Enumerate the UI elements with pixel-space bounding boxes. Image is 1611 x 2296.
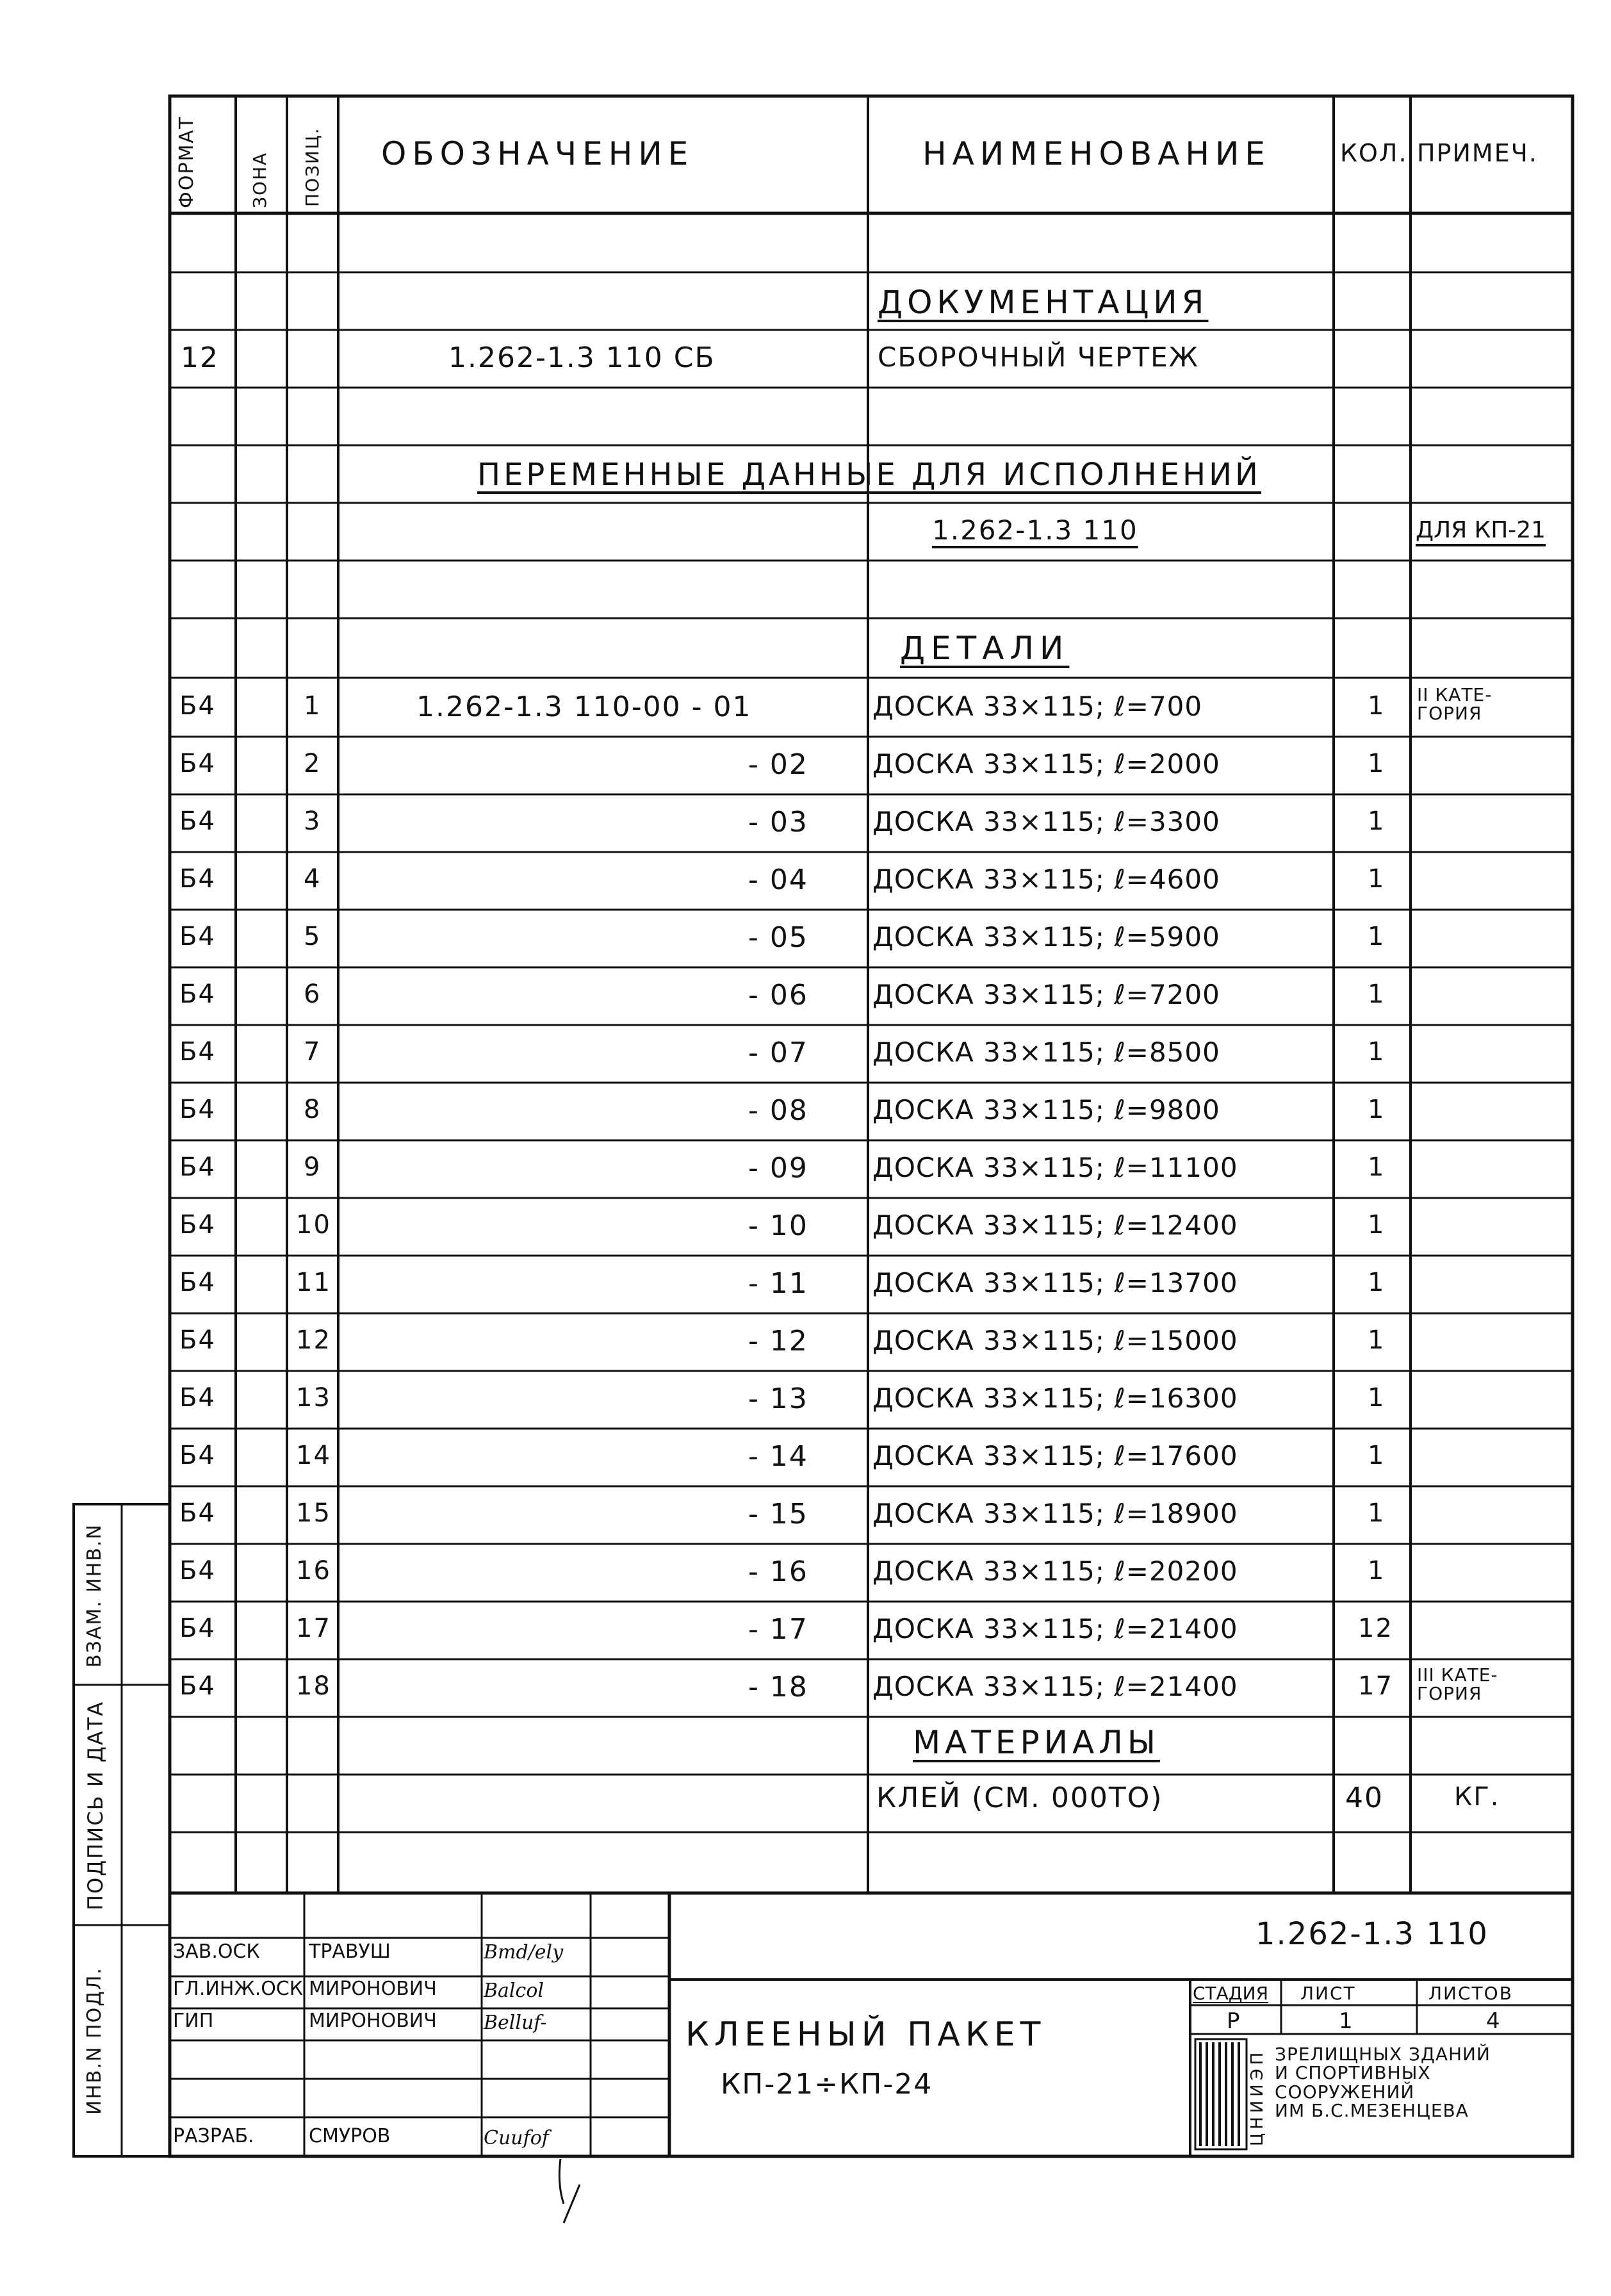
- stage-value: Р: [1227, 2008, 1241, 2034]
- detail-note: II КАТЕ- ГОРИЯ: [1417, 684, 1492, 725]
- detail-designation: - 17: [748, 1613, 808, 1646]
- materials-note: КГ.: [1454, 1782, 1500, 1812]
- detail-format: Б4: [179, 1325, 216, 1355]
- role-label: ГЛ.ИНЖ.ОСК: [173, 1978, 304, 2000]
- detail-designation: - 07: [748, 1037, 808, 1069]
- detail-note: III КАТЕ- ГОРИЯ: [1417, 1664, 1498, 1705]
- detail-format: Б4: [179, 1614, 216, 1643]
- doc-format: 12: [181, 341, 219, 374]
- header-note: ПРИМЕЧ.: [1417, 139, 1538, 167]
- detail-qty: 1: [1368, 1325, 1386, 1355]
- detail-name: ДОСКА 33×115; ℓ=2000: [872, 748, 1220, 780]
- doc-section-title: ДОКУМЕНТАЦИЯ: [878, 284, 1209, 321]
- detail-qty: 17: [1358, 1671, 1393, 1701]
- variable-section-title: ПЕРЕМЕННЫЕ ДАННЫЕ ДЛЯ ИСПОЛНЕНИЙ: [477, 457, 1261, 493]
- detail-name: ДОСКА 33×115; ℓ=17600: [872, 1440, 1238, 1472]
- detail-position: 18: [296, 1671, 331, 1701]
- sheet-value: 1: [1339, 2008, 1354, 2034]
- detail-position: 7: [304, 1037, 322, 1067]
- materials-name: КЛЕЙ (СМ. 000ТО): [876, 1782, 1163, 1814]
- detail-format: Б4: [179, 1095, 216, 1124]
- detail-position: 15: [296, 1498, 331, 1528]
- detail-name: ДОСКА 33×115; ℓ=3300: [872, 806, 1220, 837]
- detail-format: Б4: [179, 1037, 216, 1067]
- detail-qty: 1: [1368, 1095, 1386, 1124]
- detail-designation: - 12: [748, 1325, 808, 1357]
- detail-designation: - 14: [748, 1440, 808, 1473]
- variable-note: ДЛЯ КП-21: [1416, 517, 1546, 543]
- sheets-value: 4: [1486, 2008, 1501, 2034]
- role-name: СМУРОВ: [309, 2125, 391, 2147]
- detail-name: ДОСКА 33×115; ℓ=15000: [872, 1325, 1238, 1356]
- detail-format: Б4: [179, 1441, 216, 1470]
- doc-designation: 1.262-1.3 110 СБ: [448, 341, 716, 374]
- detail-name: ДОСКА 33×115; ℓ=12400: [872, 1210, 1238, 1241]
- detail-position: 10: [296, 1210, 331, 1240]
- stamp-sign-date: ПОДПИСЬ И ДАТА: [83, 1700, 108, 1910]
- signature-smurov: Cuufof: [484, 2127, 549, 2149]
- detail-qty: 1: [1368, 1441, 1386, 1470]
- signature-mironovich-1: Balcol: [484, 1980, 544, 2002]
- detail-position: 6: [304, 980, 322, 1009]
- detail-qty: 1: [1368, 1210, 1386, 1240]
- detail-designation: - 15: [748, 1498, 808, 1530]
- detail-position: 3: [304, 807, 322, 836]
- detail-position: 17: [296, 1614, 331, 1643]
- detail-designation: - 13: [748, 1382, 808, 1415]
- role-name: МИРОНОВИЧ: [309, 2010, 437, 2032]
- signature-tail-stroke: [559, 2159, 580, 2223]
- materials-section-title: МАТЕРИАЛЫ: [913, 1724, 1160, 1761]
- detail-format: Б4: [179, 1671, 216, 1701]
- detail-name: ДОСКА 33×115; ℓ=16300: [872, 1382, 1238, 1414]
- detail-designation: - 05: [748, 921, 808, 954]
- detail-qty: 1: [1368, 1037, 1386, 1067]
- role-label: ЗАВ.ОСК: [173, 1940, 260, 1963]
- detail-name: ДОСКА 33×115; ℓ=18900: [872, 1498, 1238, 1529]
- detail-name: ДОСКА 33×115; ℓ=21400: [872, 1671, 1238, 1702]
- detail-designation: - 18: [748, 1671, 808, 1703]
- detail-name: ДОСКА 33×115; ℓ=700: [872, 691, 1203, 722]
- stage-label: СТАДИЯ: [1193, 1983, 1269, 2004]
- detail-position: 13: [296, 1383, 331, 1413]
- detail-designation: - 09: [748, 1152, 808, 1185]
- detail-qty: 1: [1368, 1152, 1386, 1182]
- detail-qty: 1: [1368, 864, 1386, 894]
- detail-position: 14: [296, 1441, 331, 1470]
- detail-designation: - 16: [748, 1555, 808, 1588]
- detail-format: Б4: [179, 807, 216, 836]
- detail-position: 8: [304, 1095, 322, 1124]
- detail-format: Б4: [179, 749, 216, 778]
- detail-name: ДОСКА 33×115; ℓ=7200: [872, 979, 1220, 1010]
- detail-format: Б4: [179, 1498, 216, 1528]
- signature-mironovich-2: Belluf-: [484, 2012, 547, 2034]
- role-label: РАЗРАБ.: [173, 2125, 254, 2147]
- detail-name: ДОСКА 33×115; ℓ=4600: [872, 864, 1220, 895]
- detail-qty: 1: [1368, 807, 1386, 836]
- detail-name: ДОСКА 33×115; ℓ=20200: [872, 1555, 1238, 1587]
- role-label: ГИП: [173, 2010, 214, 2032]
- details-section-title: ДЕТАЛИ: [900, 630, 1070, 667]
- sheet-label: ЛИСТ: [1300, 1983, 1356, 2004]
- detail-position: 1: [304, 691, 322, 721]
- detail-name: ДОСКА 33×115; ℓ=5900: [872, 921, 1220, 953]
- detail-format: Б4: [179, 980, 216, 1009]
- product-name: КЛЕЕНЫЙ ПАКЕТ: [685, 2015, 1046, 2054]
- detail-format: Б4: [179, 1268, 216, 1297]
- header-designation: ОБОЗНАЧЕНИЕ: [381, 135, 694, 172]
- detail-format: Б4: [179, 922, 216, 951]
- detail-position: 9: [304, 1152, 322, 1182]
- role-name: ТРАВУШ: [309, 1940, 391, 1963]
- detail-designation: - 10: [748, 1210, 808, 1242]
- title-block-code: 1.262-1.3 110: [1255, 1916, 1489, 1952]
- header-format: ФОРМАТ: [176, 115, 198, 208]
- sheets-label: ЛИСТОВ: [1428, 1983, 1513, 2004]
- detail-position: 5: [304, 922, 322, 951]
- detail-qty: 12: [1358, 1614, 1393, 1643]
- detail-designation: - 04: [748, 864, 808, 896]
- detail-qty: 1: [1368, 1383, 1386, 1413]
- detail-name: ДОСКА 33×115; ℓ=9800: [872, 1094, 1220, 1126]
- detail-position: 16: [296, 1556, 331, 1586]
- detail-format: Б4: [179, 864, 216, 894]
- stamp-replace-inv: ВЗАМ. ИНВ.N: [83, 1523, 106, 1668]
- detail-format: Б4: [179, 1152, 216, 1182]
- detail-name: ДОСКА 33×115; ℓ=11100: [872, 1152, 1238, 1183]
- detail-qty: 1: [1368, 1556, 1386, 1586]
- stamp-inv-sub: ИНВ.N ПОДЛ.: [83, 1967, 106, 2115]
- detail-format: Б4: [179, 1556, 216, 1586]
- header-name: НАИМЕНОВАНИЕ: [922, 135, 1271, 172]
- header-position: ПОЗИЦ.: [302, 127, 323, 207]
- detail-position: 12: [296, 1325, 331, 1355]
- org-name: ЗРЕЛИЩНЫХ ЗДАНИЙ И СПОРТИВНЫХ СООРУЖЕНИЙ ИМ Б.С.МЕЗЕНЦЕВА: [1275, 2044, 1491, 2122]
- detail-position: 11: [296, 1268, 331, 1297]
- detail-designation: - 08: [748, 1094, 808, 1127]
- detail-designation: - 06: [748, 979, 808, 1012]
- detail-qty: 1: [1368, 691, 1386, 721]
- detail-designation: - 02: [748, 748, 808, 781]
- detail-designation: 1.262-1.3 110-00 - 01: [416, 691, 752, 723]
- detail-position: 2: [304, 749, 322, 778]
- detail-name: ДОСКА 33×115; ℓ=21400: [872, 1613, 1238, 1644]
- org-logo-text: ЦНИИЭП: [1248, 2048, 1267, 2146]
- doc-name: СБОРОЧНЫЙ ЧЕРТЕЖ: [878, 341, 1199, 373]
- detail-designation: - 03: [748, 806, 808, 839]
- variable-code: 1.262-1.3 110: [932, 514, 1138, 546]
- detail-name: ДОСКА 33×115; ℓ=8500: [872, 1037, 1220, 1068]
- detail-qty: 1: [1368, 1498, 1386, 1528]
- detail-name: ДОСКА 33×115; ℓ=13700: [872, 1267, 1238, 1299]
- detail-position: 4: [304, 864, 322, 894]
- product-range: КП-21÷КП-24: [721, 2068, 933, 2101]
- materials-qty: 40: [1345, 1782, 1384, 1814]
- detail-format: Б4: [179, 1210, 216, 1240]
- header-qty: КОЛ.: [1340, 139, 1408, 167]
- detail-designation: - 11: [748, 1267, 808, 1300]
- detail-qty: 1: [1368, 1268, 1386, 1297]
- signature-travush: Bmd/ely: [484, 1941, 564, 1964]
- detail-qty: 1: [1368, 749, 1386, 778]
- detail-format: Б4: [179, 1383, 216, 1413]
- header-zone: ЗОНА: [249, 151, 270, 208]
- detail-qty: 1: [1368, 980, 1386, 1009]
- org-logo-mark: [1195, 2039, 1247, 2149]
- role-name: МИРОНОВИЧ: [309, 1978, 437, 2000]
- detail-qty: 1: [1368, 922, 1386, 951]
- detail-format: Б4: [179, 691, 216, 721]
